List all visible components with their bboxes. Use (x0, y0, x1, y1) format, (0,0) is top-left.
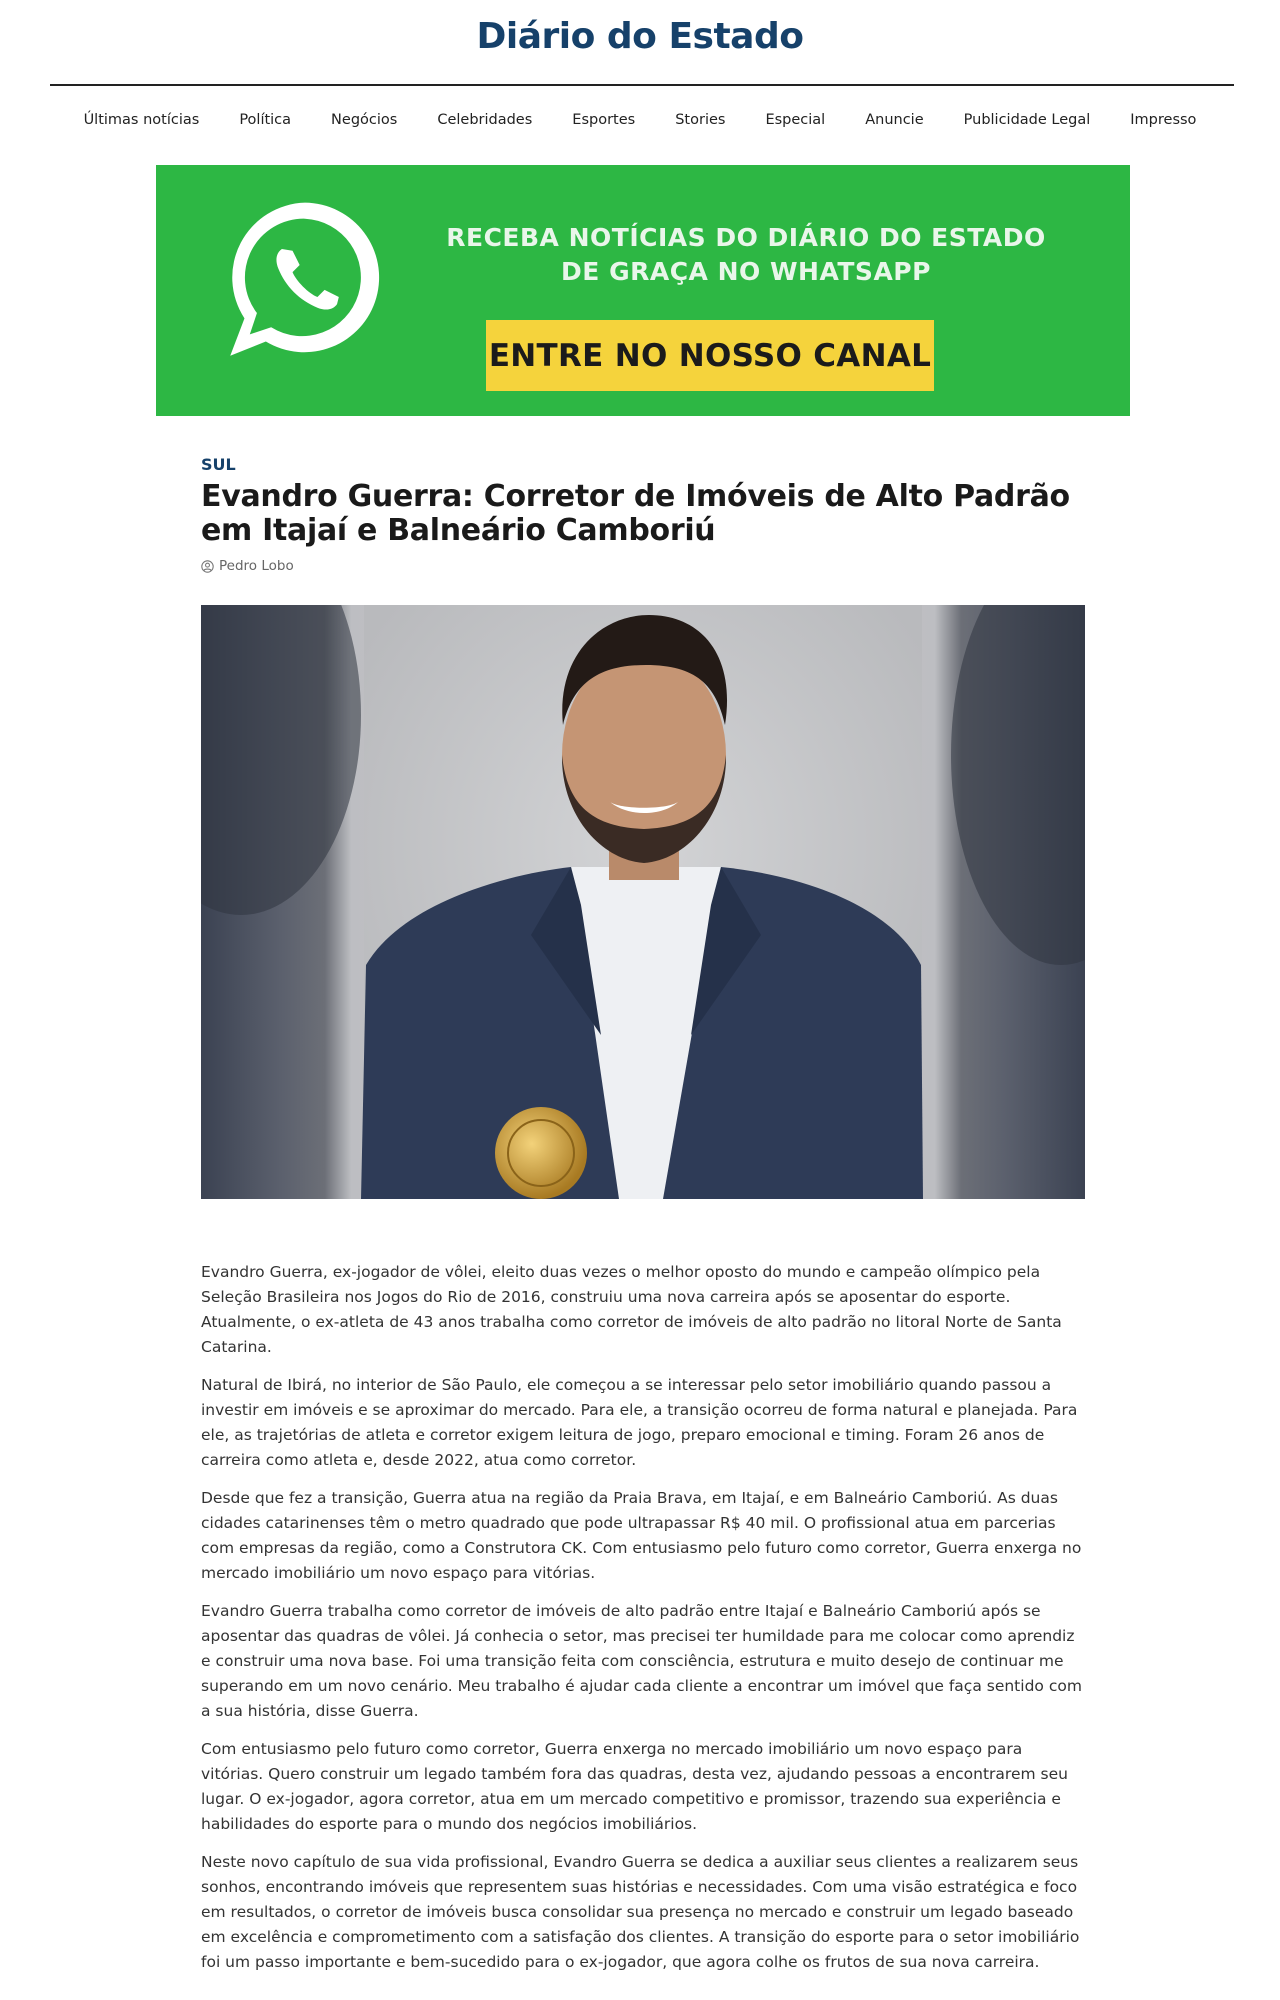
nav-item-politica[interactable]: Política (239, 112, 292, 128)
banner-line-2: DE GRAÇA NO WHATSAPP (561, 257, 931, 286)
banner-line-1: RECEBA NOTÍCIAS DO DIÁRIO DO ESTADO (446, 223, 1046, 252)
nav-item-esportes[interactable]: Esportes (572, 112, 636, 128)
nav-item-celebridades[interactable]: Celebridades (437, 112, 533, 128)
header-divider (50, 84, 1234, 86)
nav-item-anuncie[interactable]: Anuncie (865, 112, 924, 128)
article-paragraph: Desde que fez a transição, Guerra atua na região da Praia Brava, em Itajaí, e em Balneário Camboriú. As duas cidades catarinenses têm o metro quadrado que pode ultrapassar R$ 40 mil. O profissional atua em parcerias com empresas da região, como a Construtora CK. Com entusiasmo pelo futuro como corretor, Guerra enxerga no mercado imobiliário um novo espaço para vitórias. (201, 1489, 1082, 1582)
article-hero-image (201, 605, 1085, 1199)
nav-item-especial[interactable]: Especial (765, 112, 826, 128)
whatsapp-icon (216, 192, 394, 370)
main-nav (0, 108, 1280, 132)
article-paragraph: Evandro Guerra trabalha como corretor de imóveis de alto padrão entre Itajaí e Balneário Camboriú após se aposentar das quadras de vôlei. Já conhecia o setor, mas precisei ter humildade para me colocar como aprendiz e construir uma nova base. Foi uma transição feita com consciência, estrutura e muito desejo de continuar me superando em um novo cenário. Meu trabalho é ajudar cada cliente a encontrar um imóvel que faça sentido com a sua história, disse Guerra. (201, 1602, 1082, 1720)
article-paragraph: Natural de Ibirá, no interior de São Paulo, ele começou a se interessar pelo setor imobiliário quando passou a investir em imóveis e se aproximar do mercado. Para ele, a transição ocorreu de forma natural e planejada. Para ele, as trajetórias de atleta e corretor exigem leitura de jogo, preparo emocional e timing. Foram 26 anos de carreira como atleta e, desde 2022, atua como corretor. (201, 1376, 1078, 1469)
article-header (201, 455, 1085, 574)
article-paragraph: Evandro Guerra, ex-jogador de vôlei, eleito duas vezes o melhor oposto do mundo e campeão olímpico pela Seleção Brasileira nos Jogos do Rio de 2016, construiu uma nova carreira após se aposentar do esporte. Atualmente, o ex-atleta de 43 anos trabalha como corretor de imóveis de alto padrão no litoral Norte de Santa Catarina. (201, 1263, 1062, 1356)
portrait-photo (201, 605, 1085, 1199)
join-channel-button[interactable]: ENTRE NO NOSSO CANAL (486, 320, 934, 391)
article-paragraph: Neste novo capítulo de sua vida profissional, Evandro Guerra se dedica a auxiliar seus clientes a realizarem seus sonhos, encontrando imóveis que representem suas histórias e necessidades. Com uma visão estratégica e foco em resultados, o corretor de imóveis busca consolidar sua presença no mercado e construir um legado baseado em excelência e comprometimento com a satisfação dos clientes. A transição do esporte para o setor imobiliário foi um passo importante e bem-sucedido para o ex-jogador, que agora colhe os frutos de sua nova carreira. (201, 1853, 1080, 1971)
article-category[interactable]: SUL (201, 455, 236, 474)
nav-item-impresso[interactable]: Impresso (1130, 112, 1197, 128)
article-title: Evandro Guerra: Corretor de Imóveis de Alto Padrão em Itajaí e Balneário Camboriú (201, 479, 1070, 548)
site-logo[interactable]: Diário do Estado (476, 16, 804, 57)
article-body (201, 1260, 1085, 1988)
user-icon (201, 560, 214, 573)
nav-item-ultimas-noticias[interactable]: Últimas notícias (83, 112, 200, 128)
nav-item-publicidade-legal[interactable]: Publicidade Legal (963, 112, 1091, 128)
article-byline (201, 558, 1085, 574)
author-name[interactable]: Pedro Lobo (219, 558, 294, 574)
nav-item-negocios[interactable]: Negócios (331, 112, 398, 128)
article-paragraph: Com entusiasmo pelo futuro como corretor, Guerra enxerga no mercado imobiliário um novo espaço para vitórias. Quero construir um legado também fora das quadras, desta vez, ajudando pessoas a encontrarem seu lugar. O ex-jogador, agora corretor, atua em um mercado competitivo e promissor, trazendo sua experiência e habilidades do esporte para o mundo dos negócios imobiliários. (201, 1740, 1068, 1833)
nav-item-stories[interactable]: Stories (675, 112, 726, 128)
banner-headline (436, 221, 1056, 289)
site-header (0, 0, 1280, 84)
whatsapp-banner[interactable] (156, 165, 1130, 416)
